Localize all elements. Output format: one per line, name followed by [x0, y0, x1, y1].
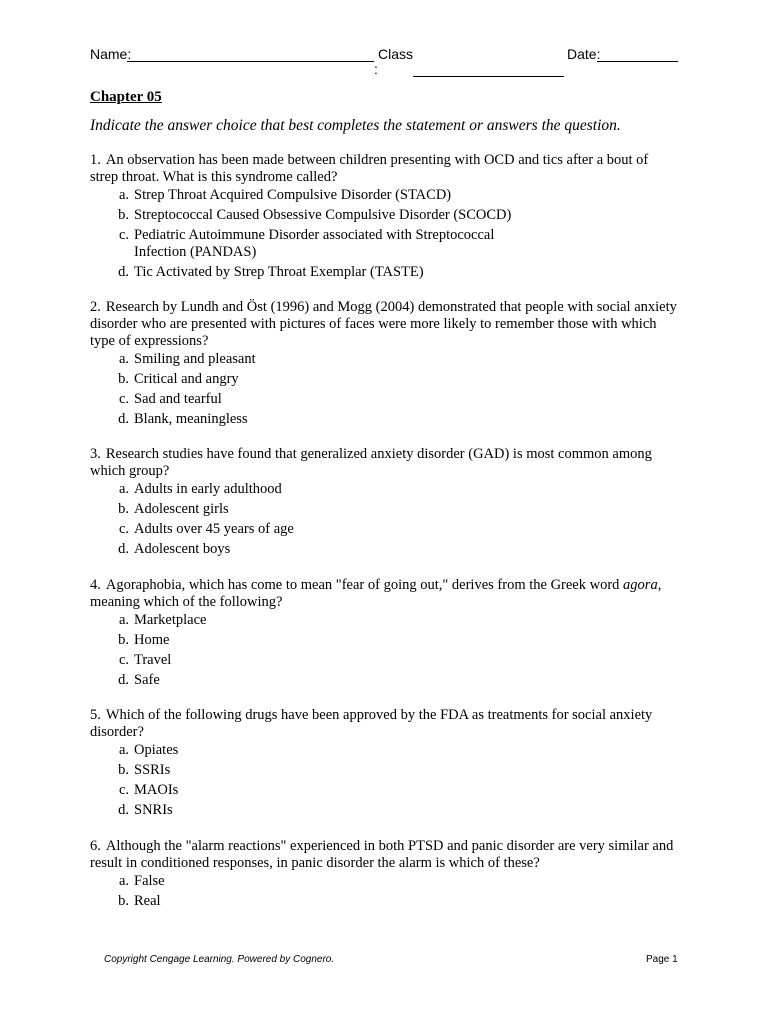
answer-choice[interactable]: d. SNRIs: [118, 802, 173, 818]
question-2: [90, 299, 680, 431]
question-3: [90, 446, 680, 561]
question-number: 1.: [90, 152, 101, 168]
answer-choice[interactable]: a. Opiates: [118, 742, 179, 758]
date-field-line: [597, 61, 678, 62]
answer-choices: [90, 187, 680, 281]
answer-choices: [90, 742, 680, 819]
chapter-title: Chapter 05: [90, 89, 162, 105]
answer-choice[interactable]: d. Adolescent boys: [118, 541, 231, 557]
question-4: [90, 577, 680, 692]
answer-choice[interactable]: b. Streptococcal Caused Obsessive Compulsive Disorder (SCOCD): [118, 207, 512, 223]
answer-choice[interactable]: a. Adults in early adulthood: [118, 481, 282, 497]
answer-choice[interactable]: b. SSRIs: [118, 762, 171, 778]
answer-choices: [90, 612, 680, 689]
question-1: [90, 152, 680, 284]
answer-choice[interactable]: b. Critical and angry: [118, 371, 239, 387]
question-1-text: 1. An observation has been made between children presenting with OCD and tics after a bout of strep throat. What is this syndrome called?: [90, 152, 649, 185]
question-number: 6.: [90, 838, 101, 854]
date-label: Date:: [567, 46, 601, 62]
class-label: Class: [378, 46, 414, 62]
footer-page-number: Page 1: [646, 954, 678, 965]
answer-choices: [90, 873, 680, 910]
question-number: 2.: [90, 299, 101, 315]
question-6: [90, 838, 680, 913]
answer-choice[interactable]: a. Strep Throat Acquired Compulsive Disorder (STACD): [118, 187, 452, 203]
footer-copyright: Copyright Cengage Learning. Powered by Cognero.: [104, 954, 335, 965]
question-3-text: 3. Research studies have found that generalized anxiety disorder (GAD) is most common among which group?: [90, 446, 652, 479]
question-6-text: 6. Although the "alarm reactions" experienced in both PTSD and panic disorder are very similar and result in conditioned responses, in panic disorder the alarm is which of these?: [90, 838, 674, 871]
answer-choice[interactable]: b. Real: [118, 893, 161, 909]
answer-choice[interactable]: b. Adolescent girls: [118, 501, 229, 517]
class-colon: :: [374, 61, 378, 77]
answer-choice[interactable]: c. Sad and tearful: [118, 391, 222, 407]
answer-choices: [90, 481, 680, 558]
name-label: Name:: [90, 46, 132, 62]
answer-choice[interactable]: c. Adults over 45 years of age: [118, 521, 294, 537]
question-number: 4.: [90, 577, 101, 593]
answer-choice[interactable]: a. Marketplace: [118, 612, 207, 628]
question-number: 3.: [90, 446, 101, 462]
answer-choice[interactable]: c. MAOIs: [118, 782, 179, 798]
answer-choice[interactable]: d. Safe: [118, 672, 160, 688]
question-2-text: 2. Research by Lundh and Öst (1996) and Mogg (2004) demonstrated that people with social anxiety disorder who are presented with pictures of faces were more likely to remember those with which type of expressions?: [90, 299, 677, 349]
answer-choice[interactable]: a. Smiling and pleasant: [118, 351, 256, 367]
class-field-line: [413, 76, 564, 77]
question-5: [90, 707, 680, 822]
answer-choice[interactable]: d. Blank, meaningless: [118, 411, 248, 427]
question-number: 5.: [90, 707, 101, 723]
answer-choice[interactable]: c. Pediatric Autoimmune Disorder associated with Streptococcal Infection (PANDAS): [118, 227, 495, 260]
answer-choice[interactable]: d. Tic Activated by Strep Throat Exemplar (TASTE): [118, 264, 424, 280]
question-4-text: 4. Agoraphobia, which has come to mean "fear of going out," derives from the Greek word agora, meaning which of the following?: [90, 577, 662, 610]
question-5-text: 5. Which of the following drugs have been approved by the FDA as treatments for social anxiety disorder?: [90, 707, 653, 740]
answer-choices: [90, 351, 680, 428]
instructions: Indicate the answer choice that best completes the statement or answers the question.: [90, 117, 621, 134]
answer-choice[interactable]: b. Home: [118, 632, 170, 648]
answer-choice[interactable]: c. Travel: [118, 652, 172, 668]
name-field-line: [127, 61, 374, 62]
answer-choice[interactable]: a. False: [118, 873, 165, 889]
